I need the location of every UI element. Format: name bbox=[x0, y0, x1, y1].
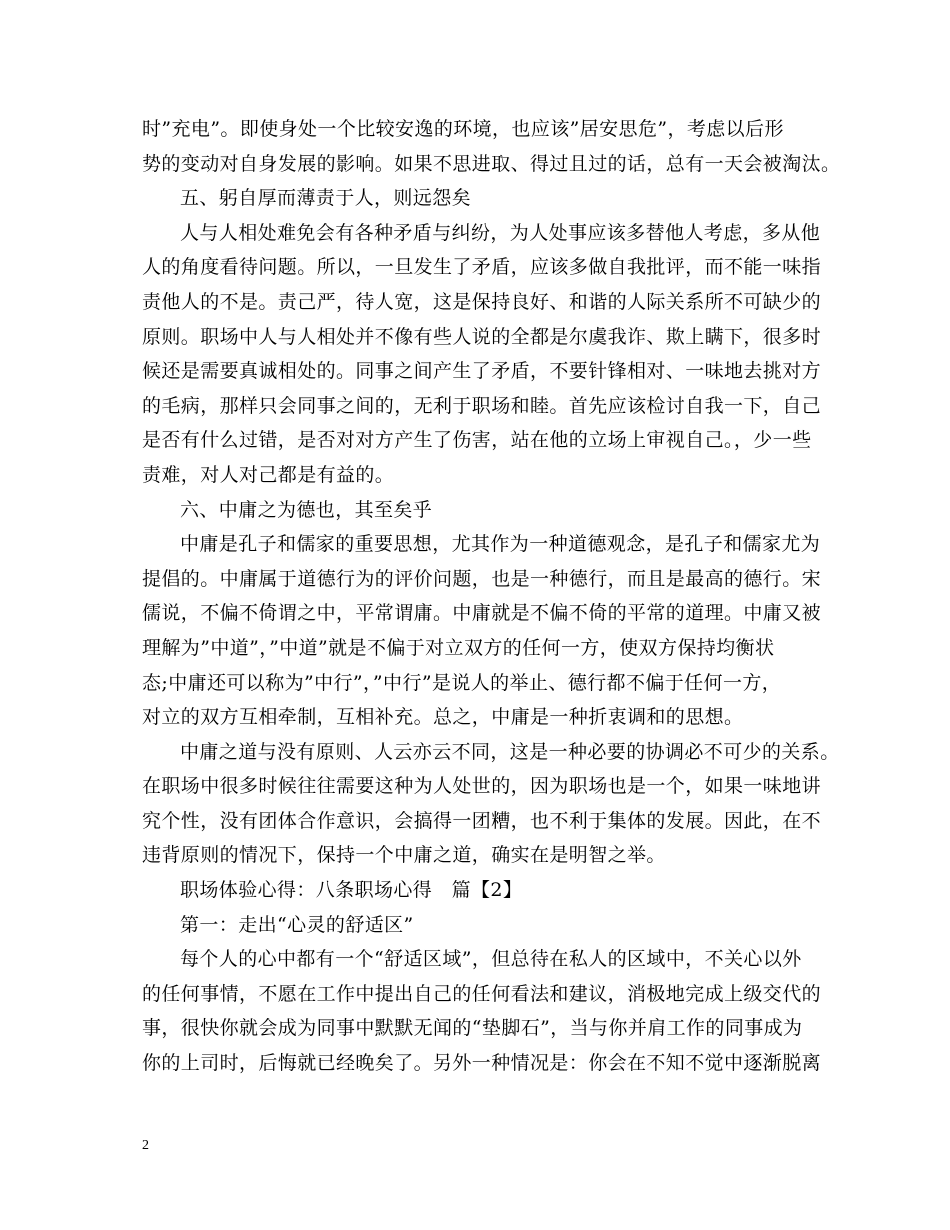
text-line: 人与人相处难免会有各种矛盾与纠纷，为人处事应该多替他人考虑，多从他 bbox=[180, 221, 821, 244]
text-line: 时”充电”。即使身处一个比较安逸的环境，也应该”居安思危”，考虑以后形 bbox=[142, 118, 784, 140]
text-line: 候还是需要真诚相处的。同事之间产生了矛盾，不要针锋相对、一味地去挑对方 bbox=[142, 360, 822, 383]
text-line: 势的变动对自身发展的影响。如果不思进取、得过且过的话，总有一天会被淘汰。 bbox=[142, 152, 841, 175]
text-line: 态;中庸还可以称为”中行”，”中行”是说人的举止、德行都不偏于任何一方， bbox=[142, 671, 782, 694]
text-line: 究个性，没有团体合作意识，会搞得一团糟，也不利于集体的发展。因此，在不 bbox=[142, 809, 822, 832]
text-line: 五、躬自厚而薄责于人，则远怨矣 bbox=[180, 187, 472, 210]
text-line: 是否有什么过错，是否对对方产生了伤害，站在他的立场上审视自己。，少一些 bbox=[142, 429, 812, 452]
page-number: 2 bbox=[142, 1138, 149, 1153]
text-line: 的毛病，那样只会同事之间的，无利于职场和睦。首先应该检讨自我一下，自己 bbox=[142, 394, 822, 417]
text-line: 职场体验心得：八条职场心得 篇【2】 bbox=[180, 879, 523, 902]
text-line: 违背原则的情况下，保持一个中庸之道，确实在是明智之举。 bbox=[142, 844, 666, 867]
text-line: 儒说，不偏不倚谓之中，平常谓庸。中庸就是不偏不倚的平常的道理。中庸又被 bbox=[142, 602, 822, 625]
text-line: 责难，对人对己都是有益的。 bbox=[142, 463, 395, 486]
body-text bbox=[142, 112, 841, 1081]
text-line: 你的上司时，后悔就已经晚矣了。另外一种情况是：你会在不知不觉中逐渐脱离 bbox=[142, 1052, 822, 1075]
text-line: 的任何事情，不愿在工作中提出自己的任何看法和建议，消极地完成上级交代的 bbox=[142, 982, 822, 1005]
text-line: 理解为”中道”，”中道”就是不偏于对立双方的任何一方，使双方保持均衡状 bbox=[142, 636, 775, 659]
text-line: 在职场中很多时候往往需要这种为人处世的，因为职场也是一个，如果一味地讲 bbox=[142, 775, 822, 798]
text-line: 对立的双方互相牵制，互相补充。总之，中庸是一种折衷调和的思想。 bbox=[142, 706, 744, 729]
text-line: 第一：走出“心灵的舒适区” bbox=[180, 913, 414, 936]
text-line: 中庸是孔子和儒家的重要思想，尤其作为一种道德观念，是孔子和儒家尤为 bbox=[180, 533, 821, 556]
text-line: 事，很快你就会成为同事中默默无闻的“垫脚石”，当与你并肩工作的同事成为 bbox=[142, 1017, 803, 1040]
text-line: 责他人的不是。责己严，待人宽，这是保持良好、和谐的人际关系所不可缺少的 bbox=[142, 290, 822, 313]
text-line: 每个人的心中都有一个“舒适区域”，但总待在私人的区域中，不关心以外 bbox=[180, 948, 802, 971]
text-line: 原则。职场中人与人相处并不像有些人说的全都是尔虞我诈、欺上瞒下，很多时 bbox=[142, 325, 822, 348]
text-line: 六、中庸之为德也，其至矣乎 bbox=[180, 498, 433, 521]
text-line: 人的角度看待问题。所以，一旦发生了矛盾，应该多做自我批评，而不能一味指 bbox=[142, 256, 822, 279]
text-line: 中庸之道与没有原则、人云亦云不同，这是一种必要的协调必不可少的关系。 bbox=[180, 740, 840, 763]
text-line: 提倡的。中庸属于道德行为的评价问题，也是一种德行，而且是最高的德行。宋 bbox=[142, 567, 822, 590]
